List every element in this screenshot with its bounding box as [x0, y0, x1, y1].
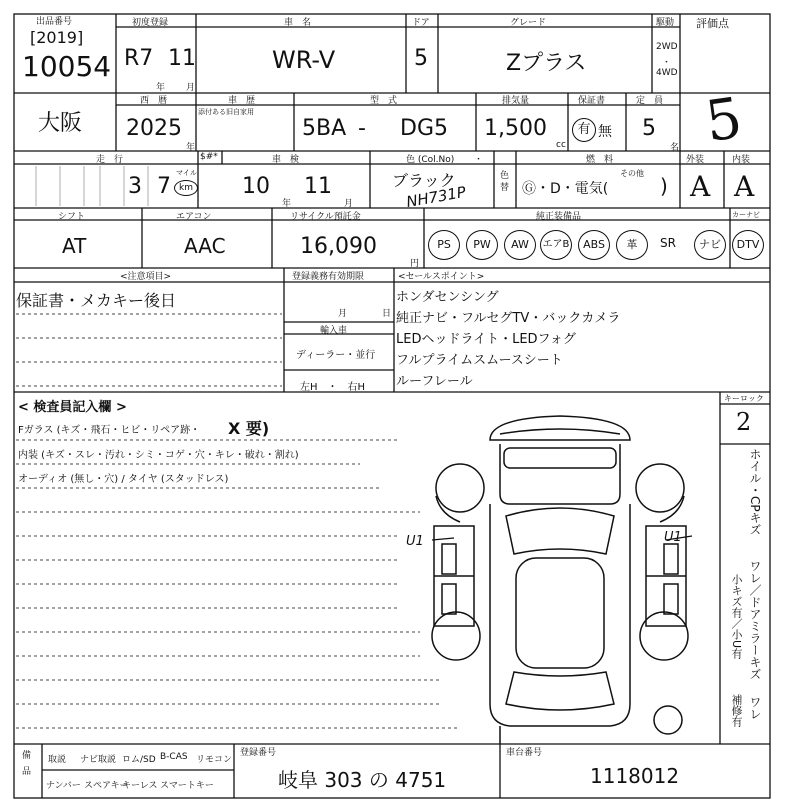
car-navi-label: カーナビ: [732, 211, 760, 219]
sales-point-4: フルプライムスムースシート: [396, 353, 563, 368]
car-diagram: [420, 404, 700, 744]
model-year: 2025: [126, 116, 182, 141]
fuel-options: Ⓖ・D・電気(: [522, 181, 609, 197]
history-note: 添付ある旧自家用: [198, 108, 254, 116]
mile-unit: マイル: [176, 169, 197, 177]
lot-number: 10054: [22, 50, 112, 83]
model-code: DG5: [400, 116, 448, 141]
dealer-parallel: ディーラー・並行: [296, 350, 376, 361]
exterior-grade: A: [690, 170, 711, 203]
caution-text: 保証書・メカキー後日: [16, 291, 177, 310]
color-label: 色 (Col.No): [406, 155, 455, 165]
fuel-close: ): [660, 174, 668, 198]
sales-point-2: 純正ナビ・フルセグTV・バックカメラ: [396, 311, 621, 326]
displacement-label: 排気量: [502, 96, 530, 106]
car-name-label: 車 名: [284, 18, 312, 28]
warranty-no: 無: [598, 124, 612, 140]
equip-dtv: DTV: [732, 230, 764, 260]
chassis-label: 車台番号: [506, 748, 543, 758]
drive-label: 駆動: [656, 18, 675, 28]
year-bracket: [2019]: [30, 28, 84, 47]
items-label: 備品: [22, 751, 32, 777]
model-prefix: 5BA: [302, 116, 347, 141]
equip-pw: PW: [466, 230, 498, 260]
type-label: 型 式: [370, 96, 398, 106]
inspection-month-unit: 月: [344, 199, 354, 209]
keylock-label: キーロック: [724, 394, 764, 403]
interior-grade: A: [734, 170, 755, 203]
recycle-label: リサイクル預託金: [290, 212, 361, 222]
first-reg-era: R7: [124, 46, 154, 71]
door-label: ドア: [412, 18, 430, 28]
item-remote: リモコン: [196, 755, 233, 765]
damage-mark-right: U1: [664, 530, 682, 545]
item-navi-manual: ナビ取説: [80, 755, 117, 765]
lot-label: 出品番号: [36, 17, 73, 27]
km-unit: km: [174, 180, 198, 196]
capacity-unit: 名: [670, 143, 680, 153]
displacement: 1,500: [484, 116, 547, 141]
legend-wheel: ホイル・CPキズ: [748, 448, 762, 536]
caution-label: <注意項目>: [120, 272, 172, 282]
sales-label: <セールスポイント>: [398, 272, 485, 282]
first-reg-month: 11: [168, 46, 196, 71]
ac: AAC: [184, 234, 226, 258]
drive-2wd: 2WD: [656, 42, 678, 52]
warranty-yes: 有: [572, 118, 596, 142]
shift: AT: [62, 234, 87, 258]
expiry-day: 日: [382, 309, 392, 319]
grade: Zプラス: [506, 51, 587, 76]
auction-location: 大阪: [38, 111, 83, 136]
item-bcas: B-CAS: [160, 752, 188, 762]
item-manual: 取説: [48, 755, 67, 765]
reg-number: 岐阜 303 の 4751: [278, 768, 447, 792]
color-dot: ・: [474, 155, 484, 165]
drive-4wd: 4WD: [656, 68, 678, 78]
score-handwritten: 5: [701, 85, 746, 156]
inspection-label: 車 検: [272, 155, 300, 165]
keylock-value: 2: [736, 408, 752, 436]
mileage-prefix: $#*: [200, 152, 218, 162]
warranty-label: 保証書: [578, 96, 606, 106]
equip-aw: AW: [504, 230, 536, 260]
first-reg-year-unit: 年: [156, 83, 166, 93]
import-label: 輸入車: [320, 326, 348, 336]
interior-line: 内装 (キズ・スレ・汚れ・シミ・コゲ・穴・キレ・破れ・割れ): [18, 450, 299, 461]
item-rom-sd: ロム/SD: [122, 755, 156, 765]
inspection-year-unit: 年: [282, 199, 292, 209]
equip-navi: ナビ: [694, 230, 726, 260]
handle-side: 左H ・ 右H: [300, 382, 366, 393]
reg-label: 登録番号: [240, 748, 277, 758]
fuel-other: その他: [620, 169, 644, 178]
legend-small-scratch: 小キズ有／小U有: [730, 574, 743, 660]
color: ブラック: [392, 171, 456, 190]
audio-tire-line: オーディオ (無し・穴) / タイヤ (スタッドレス): [18, 474, 229, 485]
fglass-line: Fガラス (キズ・飛石・ヒビ・リペア跡・: [18, 425, 201, 436]
equip-ps: PS: [428, 230, 460, 260]
model-year-unit: 年: [186, 143, 196, 153]
capacity: 5: [642, 116, 656, 141]
seireki-label: 西 暦: [140, 96, 168, 106]
equip-airbag: エアB: [540, 230, 572, 260]
capacity-label: 定 員: [636, 96, 664, 106]
legend-crack: ワレ: [748, 696, 762, 720]
damage-mark-left: U1: [406, 534, 424, 549]
color-number: NH731P: [404, 182, 468, 212]
inspection-month: 11: [304, 174, 332, 199]
equip-sunroof: SR: [660, 236, 676, 250]
history-label: 車 歴: [228, 96, 256, 106]
drive-dot: ・: [662, 58, 672, 68]
item-plate: ナンバー: [46, 781, 81, 791]
grade-label: グレード: [510, 18, 547, 28]
item-spare-key: スペアキー: [84, 781, 129, 791]
mileage: 3 7: [128, 174, 175, 199]
expiry-month: 月: [338, 309, 348, 319]
shift-label: シフト: [58, 212, 86, 222]
car-name: WR-V: [272, 46, 336, 74]
color-change-label: 色替: [500, 171, 510, 193]
equipment-label: 純正装備品: [536, 212, 582, 222]
equip-leather: 革: [616, 230, 648, 260]
cc-unit: cc: [556, 140, 566, 150]
fuel-label: 燃 料: [586, 155, 614, 165]
item-keyless: キーレス: [122, 781, 158, 791]
model-dash: -: [358, 116, 366, 141]
first-reg-label: 初度登録: [132, 18, 169, 28]
fglass-mark: X 要): [228, 419, 270, 438]
sales-point-5: ルーフレール: [396, 374, 473, 389]
yen-unit: 円: [410, 259, 420, 269]
equip-abs: ABS: [578, 230, 610, 260]
recycle-amount: 16,090: [300, 234, 377, 259]
interior-label: 内装: [732, 155, 751, 165]
legend-repaired: 補修有: [730, 694, 743, 727]
sales-point-1: ホンダセンシング: [396, 290, 499, 305]
legend-mirror: ワレ／ドアミラーキズ: [748, 560, 762, 680]
inspection-title: < 検査員記入欄 >: [18, 400, 127, 415]
mileage-label: 走 行: [96, 155, 124, 165]
chassis-number: 1118012: [590, 764, 680, 788]
score-label: 評価点: [696, 17, 729, 30]
item-smart-key: スマートキー: [160, 781, 214, 791]
exterior-label: 外装: [686, 155, 705, 165]
sales-point-3: LEDヘッドライト・LEDフォグ: [396, 332, 576, 347]
door-count: 5: [414, 46, 428, 71]
expiry-label: 登録義務有効期限: [292, 272, 365, 282]
inspection-year: 10: [242, 174, 270, 199]
ac-label: エアコン: [176, 212, 212, 222]
first-reg-month-unit: 月: [186, 83, 196, 93]
